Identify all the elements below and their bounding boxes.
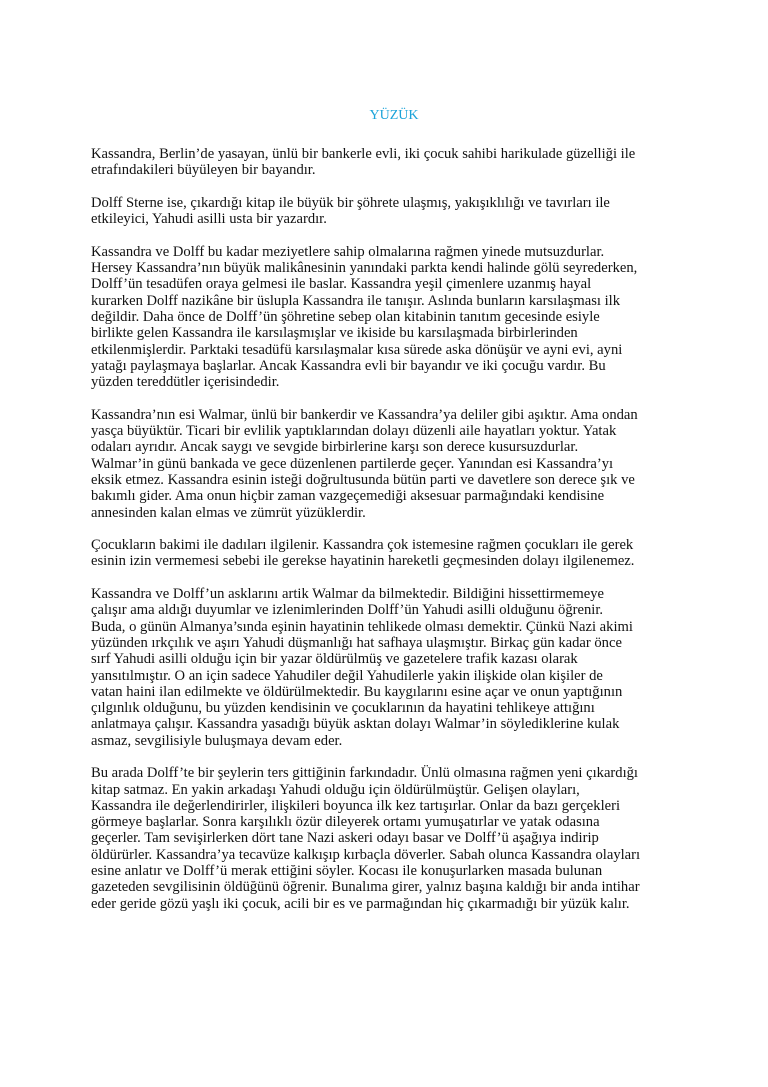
paragraph: Dolff Sterne ise, çıkardığı kitap ile büyük bir şöhrete ulaşmış, yakışıklılığı ve tavırları ile etkileyici, Yahudi asilli usta bir yazardır. (91, 194, 610, 228)
page-title: YÜZÜK (369, 108, 419, 123)
paragraph: Bu arada Dolff’te bir şeylerin ters gittiğinin farkındadır. Ünlü olmasına rağmen yeni çıkardığı kitap satmaz. En yakin arkadaşı Yahudi olduğu için öldürülmüştür. Gelişen olayları, Kassandra ile değerlendirirler, ilişkileri boyunca ilk kez tartışırlar. Onlar da bazı gerçekleri görmeye başlarlar. Sonra karşılıklı özür dileyerek ortamı yumuşatırlar ve yatak odasına geçerler. Tam sevişirlerken dört tane Nazi askeri odayı basar ve Dolff’ü aşağıya indirip öldürürler. Kassandra’ya tecavüze kalkışıp kırbaçla döverler. Sabah olunca Kassandra olayları esine anlatır ve Dolff’ü merak ettiğini söyler. Kocası ile konuşurlarken masada bulunan gazeteden sevgilisinin öldüğünü öğrenir. Bunalıma girer, yalnız başına kaldığı bir anda intihar eder geride gözü yaşlı iki çocuk, acili bir es ve parmağından hiç çıkarmadığı bir yüzük kalır. (91, 765, 641, 912)
document-body (91, 146, 687, 928)
paragraph: Çocukların bakimi ile dadıları ilgilenir. Kassandra çok istemesine rağmen çocukları ile gerek esinin izin vermemesi sebebi ile gerekse hayatinin hareketli geçmesinden dolayı ilgilenemez. (91, 537, 635, 570)
paragraph: Kassandra, Berlin’de yasayan, ünlü bir bankerle evli, iki çocuk sahibi harikulade güzelliği ile etrafındakileri büyüleyen bir bayandır. (91, 146, 636, 179)
paragraph: Kassandra ve Dolff’un asklarını artik Walmar da bilmektedir. Bildiğini hissettirmemeye çalışır ama aldığı duyumlar ve izlenimlerinden Dolff’ün Yahudi asilli olduğunu öğrenir. Buda, o günün Almanya’sında eşinin hayatinin tehlikede olması demektir. Çünkü Nazi akimi yüzünden ırkçılık ve aşırı Yahudi düşmanlığı hat safhaya ulaşmıştır. Birkaç gün kadar önce sırf Yahudi asilli olduğu için bir yazar öldürülmüş ve gazetelere trafik kazası olarak yansıtılmıştır. O an için sadece Yahudiler değil Yahudilerle yakin ilişkide olan kişiler de vatan haini ilan edilmekte ve öldürülmektedir. Bu kaygılarını esine açar ve onun yaptığının çılgınlık olduğunu, bu yüzden kendisinin ve çocuklarının da hayatini tehlikeye attığını anlatmaya çalışır. Kassandra yasadığı büyük asktan dolayı Walmar’in söylediklerine kulak asmaz, sevgilisiyle buluşmaya devam eder. (91, 586, 633, 749)
paragraph: Kassandra ve Dolff bu kadar meziyetlere sahip olmalarına rağmen yinede mutsuzdurlar. Hersey Kassandra’nın büyük malikânesinin yanındaki parkta kendi halinde gölü seyrederken, Dolff’ün tesadüfen oraya gelmesi ile baslar. Kassandra yeşil çimenlere uzanmış hayal kurarken Dolff nazikâne bir üslupla Kassandra ile tanışır. Aslında bunların karsılaşması ilk değildir. Daha önce de Dolff’ün şöhretine sebep olan kitabinin tanıtım gecesinde esiyle birlikte gelen Kassandra ile karsılaşmışlar ve ikiside bu karsılaşmada birbirlerinden etkilenmişlerdir. Parktaki tesadüfü karsılaşmalar kısa sürede aska dönüşür ve ayni evi, ayni yatağı paylaşmaya başlarlar. Ancak Kassandra evli bir bayandır ve iki çocuğu vardır. Bu yüzden tereddütler içerisindedir. (91, 243, 638, 391)
paragraph: Kassandra’nın esi Walmar, ünlü bir bankerdir ve Kassandra’ya deliler gibi aşıktır. Ama ondan yasça büyüktür. Ticari bir evlilik yaptıklarından dolayı düzenli aile hayatları yoktur. Yatak odaları ayrıdır. Ancak saygı ve sevgide birbirlerine karşı son derece kusursuzdurlar. Walmar’in günü bankada ve gece düzenlenen partilerde geçer. Yanından esi Kassandra’yı eksik etmez. Kassandra esinin isteği doğrultusunda bütün parti ve davetlere son derece şık ve bakımlı gider. Ama onun hiçbir zaman vazgeçemediği aksesuar parmağındaki kendisine annesinden kalan elmas ve zümrüt yüzüklerdir. (91, 406, 638, 521)
